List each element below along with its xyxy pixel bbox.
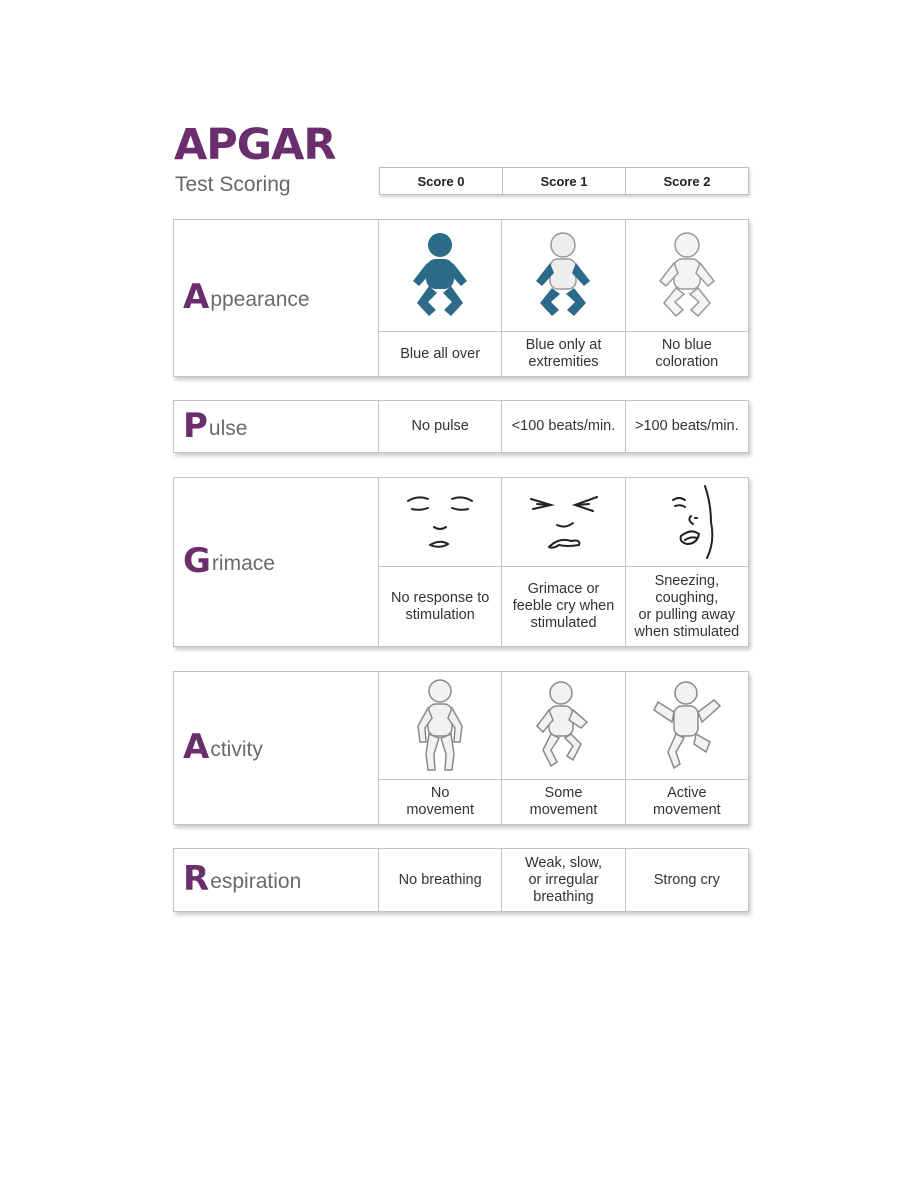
grimace-score-0 bbox=[379, 478, 502, 646]
baby-pink-icon bbox=[626, 220, 748, 332]
respiration-score-1: Weak, slow, or irregular breathing bbox=[502, 849, 625, 911]
activity-score-1 bbox=[502, 672, 625, 824]
score-header bbox=[379, 167, 749, 195]
activity-score-2-text: Active movement bbox=[652, 785, 721, 818]
respiration-score-2: Strong cry bbox=[653, 871, 720, 888]
respiration-score-0: No breathing bbox=[379, 849, 502, 911]
baby-all-blue-icon bbox=[379, 220, 501, 332]
activity-label: A ctivity bbox=[174, 672, 379, 824]
respiration-row bbox=[173, 848, 749, 912]
pulse-score-2: >100 beats/min. bbox=[635, 418, 739, 434]
grimace-row bbox=[173, 477, 749, 647]
grimace-score-1 bbox=[502, 478, 625, 646]
appearance-score-2 bbox=[626, 220, 748, 376]
grimace-score-0-text: No response to stimulation bbox=[390, 589, 490, 623]
pulse-score-1: <100 beats/min. bbox=[502, 401, 625, 452]
activity-score-0 bbox=[379, 672, 502, 824]
appearance-score-1-text: Blue only at extremities bbox=[525, 337, 602, 370]
page-title: APGAR bbox=[174, 120, 336, 170]
appearance-row bbox=[173, 219, 749, 377]
baby-active-icon bbox=[626, 672, 748, 780]
face-sneezing-icon bbox=[626, 478, 748, 567]
pulse-label: P ulse bbox=[174, 401, 379, 452]
appearance-score-0 bbox=[379, 220, 502, 376]
page-subtitle: Test Scoring bbox=[175, 173, 291, 196]
respiration-label: R espiration bbox=[174, 849, 379, 911]
appearance-score-2-text: No blue coloration bbox=[655, 337, 719, 370]
baby-some-movement-icon bbox=[502, 672, 624, 780]
grimace-score-2 bbox=[626, 478, 748, 646]
baby-limp-icon bbox=[379, 672, 501, 780]
score-2-header: Score 2 bbox=[663, 173, 711, 189]
activity-score-1-text: Some movement bbox=[529, 785, 598, 818]
appearance-label: A ppearance bbox=[174, 220, 379, 376]
appearance-score-0-text: Blue all over bbox=[400, 345, 481, 362]
grimace-label: G rimace bbox=[174, 478, 379, 646]
pulse-score-0: No pulse bbox=[379, 401, 502, 452]
pulse-row bbox=[173, 400, 749, 453]
score-1-header: Score 1 bbox=[503, 168, 626, 194]
face-no-response-icon bbox=[379, 478, 501, 567]
grimace-score-1-text: Grimace or feeble cry when stimulated bbox=[512, 581, 615, 631]
face-grimace-icon bbox=[502, 478, 624, 567]
activity-score-2 bbox=[626, 672, 748, 824]
grimace-score-2-text: Sneezing, coughing, or pulling away when stimulated bbox=[634, 572, 740, 640]
score-0-header: Score 0 bbox=[380, 168, 503, 194]
baby-blue-extremities-icon bbox=[502, 220, 624, 332]
activity-row bbox=[173, 671, 749, 825]
activity-score-0-text: No movement bbox=[406, 785, 475, 818]
appearance-score-1 bbox=[502, 220, 625, 376]
